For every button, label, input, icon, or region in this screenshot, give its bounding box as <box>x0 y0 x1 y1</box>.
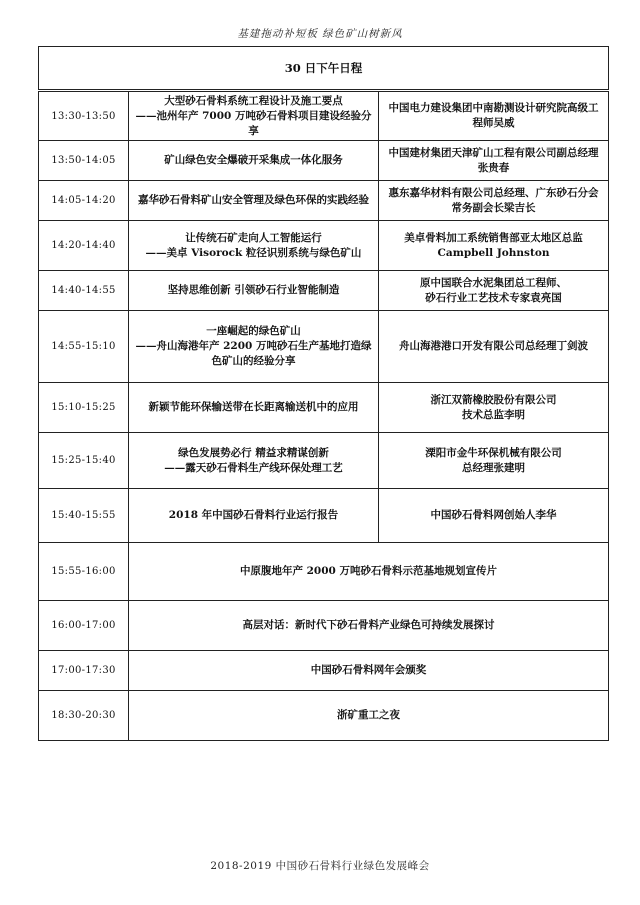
speaker-cell <box>379 271 609 311</box>
topic-line: 大型砂石骨料系统工程设计及施工要点 <box>164 94 343 107</box>
speaker-line: 技术总监李明 <box>462 408 525 421</box>
time-cell: 14:55-15:10 <box>39 311 129 383</box>
speaker-line: 惠东嘉华材料有限公司总经理、广东砂石分会常务副会长梁吉长 <box>388 186 599 214</box>
speaker-line: 中国建材集团天津矿山工程有限公司副总经理张贵春 <box>388 146 599 174</box>
speaker-cell <box>379 433 609 489</box>
topic-line: 矿山绿色安全爆破开采集成一体化服务 <box>164 154 343 166</box>
table-row <box>39 221 609 271</box>
topic-cell <box>129 271 379 311</box>
topic-line: 一座崛起的绿色矿山 <box>206 325 301 337</box>
schedule-table <box>38 46 609 741</box>
speaker-line: 美卓骨料加工系统销售部亚太地区总监 <box>404 231 583 244</box>
topic-line: ——池州年产 7000 万吨砂石骨料项目建设经验分享 <box>135 109 372 137</box>
speaker-line: Campbell Johnston <box>437 246 550 259</box>
topic-cell <box>129 433 379 489</box>
time-cell: 14:40-14:55 <box>39 271 129 311</box>
topic-cell <box>129 221 379 271</box>
title-row <box>39 47 609 91</box>
table-row <box>39 383 609 433</box>
topic-line: 嘉华砂石骨料矿山安全管理及绿色环保的实践经验 <box>138 194 369 206</box>
time-cell: 15:55-16:00 <box>39 543 129 601</box>
time-cell: 14:05-14:20 <box>39 181 129 221</box>
table-row <box>39 271 609 311</box>
speaker-cell <box>379 141 609 181</box>
topic-line: ——美卓 Visorock 粒径识别系统与绿色矿山 <box>145 246 362 259</box>
topic-cell <box>129 311 379 383</box>
time-cell: 15:40-15:55 <box>39 489 129 543</box>
time-cell: 13:30-13:50 <box>39 91 129 141</box>
topic-line: 绿色发展势必行 精益求精谋创新 <box>178 446 329 459</box>
topic-cell <box>129 141 379 181</box>
table-row <box>39 601 609 651</box>
table-row <box>39 489 609 543</box>
table-row <box>39 181 609 221</box>
topic-line: 新颖节能环保输送带在长距离输送机中的应用 <box>148 401 359 413</box>
topic-cell <box>129 91 379 141</box>
speaker-cell <box>379 383 609 433</box>
table-row <box>39 141 609 181</box>
speaker-line: 砂石行业工艺技术专家袁亮国 <box>425 291 562 304</box>
time-cell: 15:25-15:40 <box>39 433 129 489</box>
time-cell: 17:00-17:30 <box>39 651 129 691</box>
speaker-line: 原中国联合水泥集团总工程师、 <box>420 276 567 289</box>
speaker-line: 中国电力建设集团中南勘测设计研究院高级工程师吴威 <box>388 102 599 129</box>
time-cell: 15:10-15:25 <box>39 383 129 433</box>
time-cell: 18:30-20:30 <box>39 691 129 741</box>
time-cell: 13:50-14:05 <box>39 141 129 181</box>
topic-line: 坚持思维创新 引领砂石行业智能制造 <box>167 284 340 296</box>
time-cell: 14:20-14:40 <box>39 221 129 271</box>
speaker-cell <box>379 489 609 543</box>
merged-cell: 中原腹地年产 2000 万吨砂石骨料示范基地规划宣传片 <box>129 543 609 601</box>
speaker-cell <box>379 311 609 383</box>
speaker-line: 浙江双箭橡胶股份有限公司 <box>430 393 557 406</box>
page-header: 基建拖动补短板 绿色矿山树新风 <box>237 28 403 40</box>
table-row <box>39 311 609 383</box>
table-row <box>39 651 609 691</box>
speaker-line: 舟山海港港口开发有限公司总经理丁剑波 <box>399 340 588 352</box>
topic-line: 让传统石矿走向人工智能运行 <box>185 231 322 244</box>
schedule-title: 30 日下午日程 <box>39 47 609 91</box>
speaker-cell <box>379 91 609 141</box>
topic-line: ——露天砂石骨料生产线环保处理工艺 <box>164 461 343 474</box>
topic-line: 2018 年中国砂石骨料行业运行报告 <box>168 509 339 521</box>
table-row <box>39 91 609 141</box>
time-cell: 16:00-17:00 <box>39 601 129 651</box>
topic-cell <box>129 489 379 543</box>
page-footer: 2018-2019 中国砂石骨料行业绿色发展峰会 <box>210 860 430 872</box>
table-row <box>39 691 609 741</box>
speaker-line: 溧阳市金牛环保机械有限公司 <box>425 446 562 459</box>
speaker-cell <box>379 221 609 271</box>
speaker-cell <box>379 181 609 221</box>
table-row <box>39 433 609 489</box>
table-row <box>39 543 609 601</box>
merged-cell: 浙矿重工之夜 <box>129 691 609 741</box>
topic-line: ——舟山海港年产 2200 万吨砂石生产基地打造绿色矿山的经验分享 <box>135 340 372 367</box>
topic-cell <box>129 181 379 221</box>
speaker-line: 中国砂石骨料网创始人李华 <box>430 509 557 521</box>
speaker-line: 总经理张建明 <box>462 461 525 474</box>
merged-cell: 中国砂石骨料网年会颁奖 <box>129 651 609 691</box>
topic-cell <box>129 383 379 433</box>
merged-cell: 高层对话：新时代下砂石骨料产业绿色可持续发展探讨 <box>129 601 609 651</box>
